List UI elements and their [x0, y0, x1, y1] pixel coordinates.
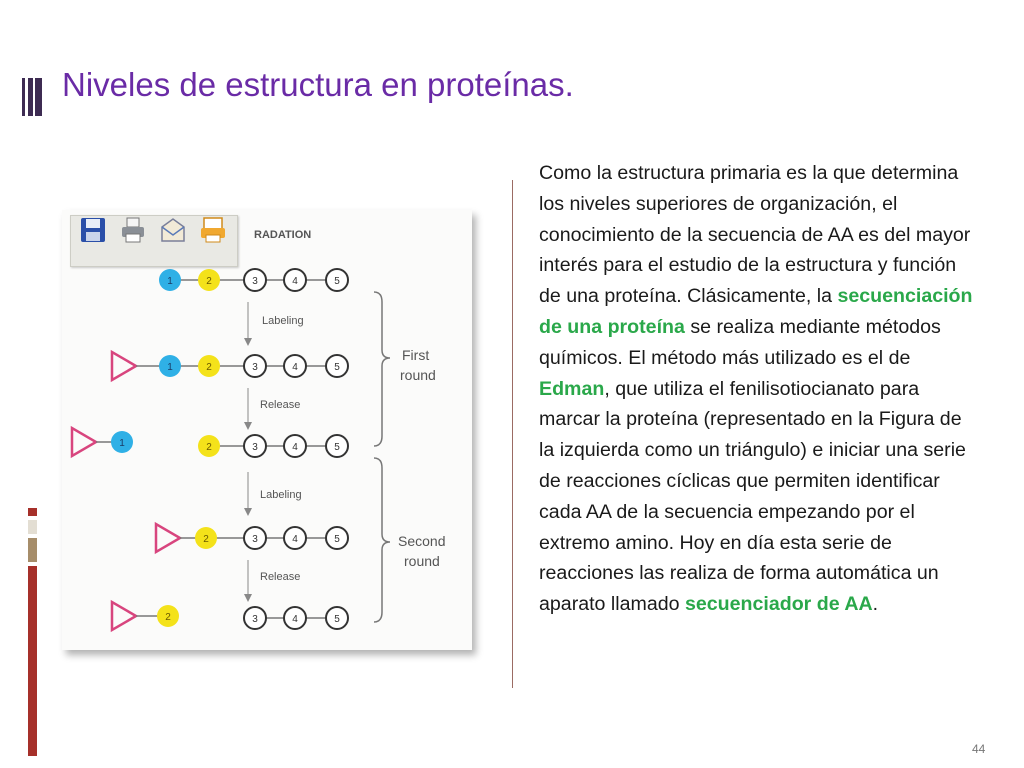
svg-text:4: 4 [292, 442, 298, 453]
highlight-edman: Edman [539, 377, 605, 400]
row-2 [112, 352, 348, 380]
highlight-secuenciador: secuenciador de AA [684, 593, 873, 616]
svg-text:5: 5 [334, 362, 340, 373]
svg-text:4: 4 [292, 614, 298, 625]
svg-text:2: 2 [206, 442, 212, 453]
svg-text:1: 1 [167, 362, 173, 373]
figure-diagram [62, 210, 472, 650]
svg-text:4: 4 [292, 534, 298, 545]
viewer-toolbar [70, 215, 238, 267]
svg-text:2: 2 [206, 276, 212, 287]
row-1 [159, 269, 348, 291]
email-icon[interactable] [159, 216, 187, 244]
svg-text:First: First [402, 347, 430, 363]
svg-text:3: 3 [252, 614, 258, 625]
svg-text:5: 5 [334, 442, 340, 453]
svg-text:3: 3 [252, 442, 258, 453]
print-icon[interactable] [119, 216, 147, 244]
svg-text:3: 3 [252, 276, 258, 287]
row-3 [72, 428, 348, 457]
title-bars-icon [22, 78, 42, 116]
svg-text:4: 4 [292, 362, 298, 373]
highlight-secuenciacion: secuenciación de una proteína [539, 285, 973, 338]
svg-text:3: 3 [252, 534, 258, 545]
step-release-1: Release [260, 399, 301, 411]
figure-header: RADATION [254, 229, 312, 241]
svg-text:2: 2 [206, 362, 212, 373]
svg-text:5: 5 [334, 614, 340, 625]
edman-degradation-figure [62, 210, 472, 650]
page-number: 44 [972, 742, 986, 756]
svg-text:5: 5 [334, 534, 340, 545]
save-icon[interactable] [79, 216, 107, 244]
column-divider [512, 180, 513, 688]
svg-text:round: round [400, 367, 436, 383]
svg-text:1: 1 [119, 438, 125, 449]
svg-text:1: 1 [167, 276, 173, 287]
body-text: Como la estructura primaria es la que determina los niveles superiores de organización, el conocimiento de la secuencia de AA es del mayor interés para el estudio de la estructura y función de una proteína. Clásicamente, la secuenciación de una proteína se realiza mediante métodos químicos. El método más utilizado es el de Edman, que utiliza el fenilisotiocianato para marcar la proteína (representado en la Figura de la izquierda como un triángulo) e iniciar una serie de reacciones cíclicas que permiten identificar cada AA de la secuencia empezando por el extremo amino. Hoy en día esta serie de reacciones las realiza de forma automática un aparato llamado secuenciador de AA. [539, 162, 973, 616]
svg-text:4: 4 [292, 276, 298, 287]
row-4 [156, 524, 348, 552]
step-labeling-2: Labeling [260, 489, 302, 501]
svg-text:3: 3 [252, 362, 258, 373]
svg-text:5: 5 [334, 276, 340, 287]
row-5 [112, 602, 348, 630]
svg-text:2: 2 [165, 612, 171, 623]
second-round-brace [374, 458, 390, 622]
slide-title: Niveles de estructura en proteínas. [62, 66, 574, 103]
step-labeling-1: Labeling [262, 315, 304, 327]
first-round-brace [374, 292, 390, 446]
label-triangle [112, 352, 136, 380]
svg-text:2: 2 [203, 534, 209, 545]
step-release-2: Release [260, 571, 301, 583]
svg-text:Second: Second [398, 533, 446, 549]
svg-text:round: round [404, 553, 440, 569]
print-preview-icon[interactable] [199, 216, 227, 244]
